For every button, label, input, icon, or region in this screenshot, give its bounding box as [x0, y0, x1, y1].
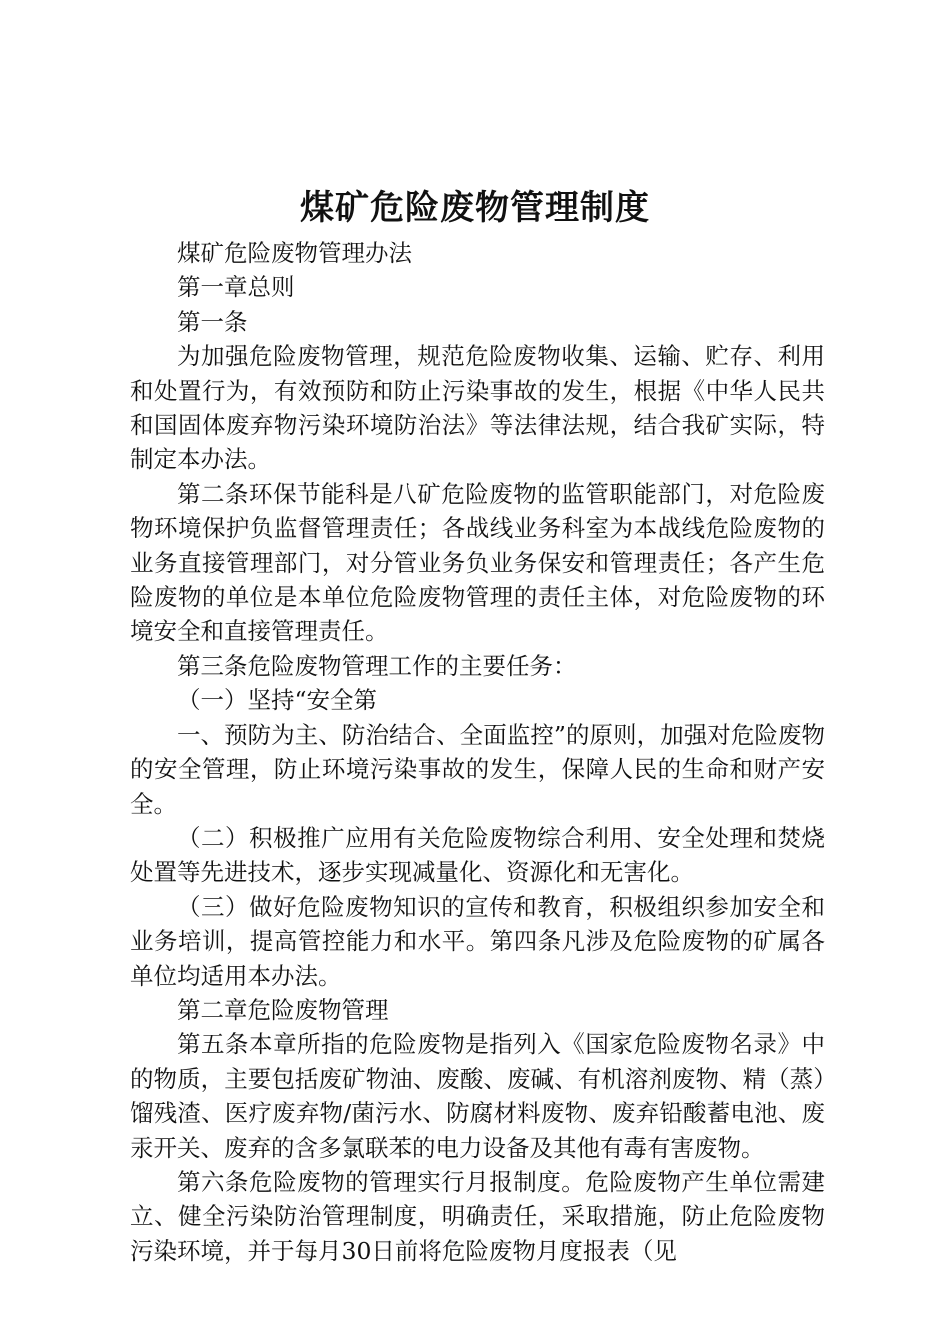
paragraph-task-1-start: （一）坚持“安全第: [177, 686, 378, 715]
paragraph-article-5: 第五条本章所指的危险废物是指列入《国家危险废物名录》中的物质，主要包括废矿物油、废酸、废碱、有机溶剂废物、精（蒸）馏残渣、医疗废弃物/菌污水、防腐材料废物、废弃铅酸蓄电池、废汞开关、废弃的含多氯联苯的电力设备及其他有毒有害废物。: [130, 1030, 825, 1162]
paragraph-article-6: 第六条危险废物的管理实行月报制度。危险废物产生单位需建立、健全污染防治管理制度，明确责任，采取措施，防止危险废物污染环境，并于每月30日前将危险废物月度报表（见: [130, 1167, 825, 1265]
paragraph-subtitle: 煤矿危险废物管理办法: [177, 239, 412, 267]
paragraph-task-2: （二）积极推广应用有关危险废物综合利用、安全处理和焚烧处置等先进技术，逐步实现减量化、资源化和无害化。: [130, 823, 825, 887]
paragraph-task-1-body: 一、预防为主、防治结合、全面监控”的原则，加强对危险废物的安全管理，防止环境污染事故的发生，保障人民的生命和财产安全。: [130, 720, 825, 818]
document-body: [130, 236, 825, 1268]
document-title: 煤矿危险废物管理制度: [300, 188, 650, 228]
paragraph-chapter-1-heading: 第一章总则: [177, 273, 295, 302]
paragraph-article-2: 第二条环保节能科是八矿危险废物的监管职能部门，对危险废物环境保护负监督管理责任；各战线业务科室为本战线危险废物的业务直接管理部门，对分管业务负业务保安和管理责任；各产生危险废物的单位是本单位危险废物管理的责任主体，对危险废物的环境安全和直接管理责任。: [130, 479, 825, 646]
paragraph-article-1-body: 为加强危险废物管理，规范危险废物收集、运输、贮存、利用和处置行为，有效预防和防止污染事故的发生，根据《中华人民共和国固体废弃物污染环境防治法》等法律法规，结合我矿实际，特制定本办法。: [130, 342, 825, 474]
paragraph-chapter-2-heading: 第二章危险废物管理: [177, 995, 389, 1024]
paragraph-article-1-heading: 第一条: [177, 307, 248, 336]
paragraph-task-3: （三）做好危险废物知识的宣传和教育，积极组织参加安全和业务培训，提高管控能力和水平。第四条凡涉及危险废物的矿属各单位均适用本办法。: [130, 892, 825, 990]
paragraph-article-3: 第三条危险废物管理工作的主要任务：: [177, 651, 577, 680]
